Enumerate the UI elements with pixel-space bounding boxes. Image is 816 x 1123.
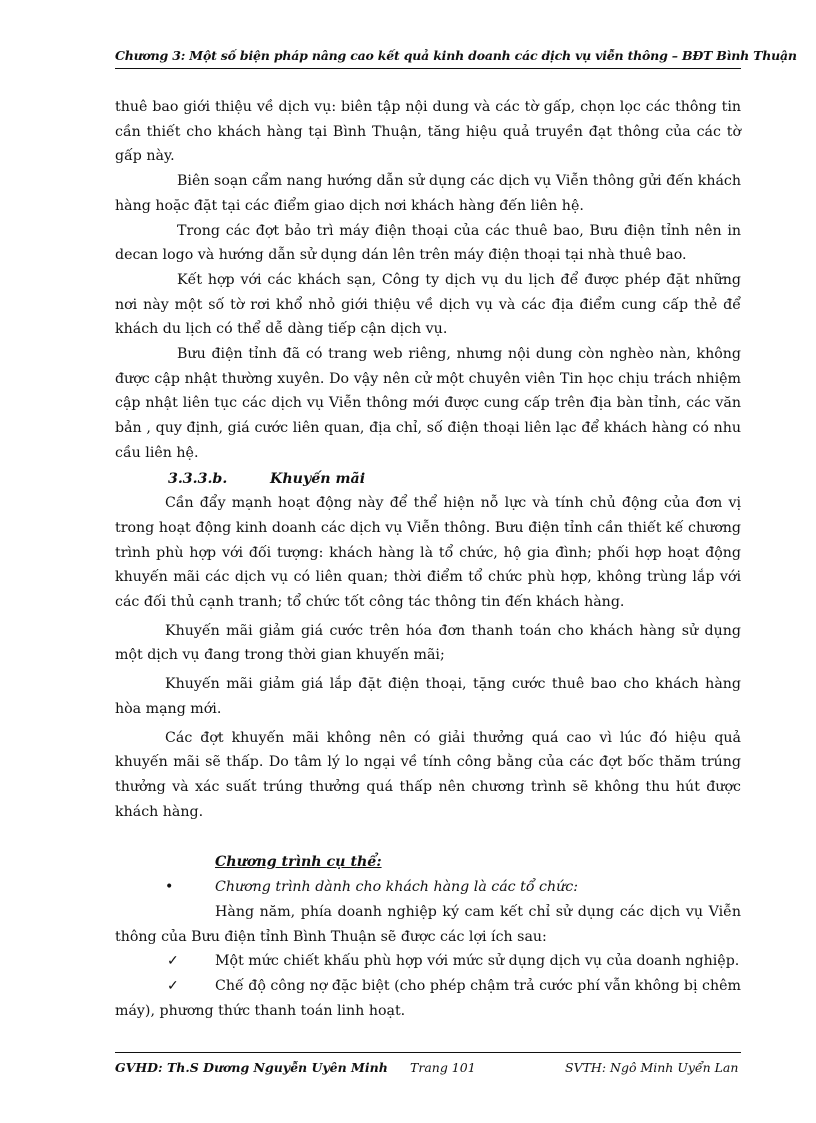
checkmark-icon: ✓ [167,977,179,994]
paragraph-2: Biên soạn cẩm nang hướng dẫn sử dụng các dịch vụ Viễn thông gửi đến khách hàng hoặc đặt tại các điểm giao dịch nơi khách hàng đến liên hệ. [115,173,741,214]
section-title: Khuyến mãi [270,470,366,487]
footer-divider [115,1052,741,1053]
header-divider [115,68,741,69]
paragraph-6: Cần đẩy mạnh hoạt động này để thể hiện nỗ lực và tính chủ động của đơn vị trong hoạt động kinh doanh các dịch vụ Viễn thông. Bưu điện tỉnh cần thiết kế chương trình phù hợp với đối tượng: khách hàng là tổ chức, hộ gia đình; phối hợp hoạt động khuyến mãi các dịch vụ có liên quan; thời điểm tổ chức phù hợp, không trùng lắp với các đối thủ cạnh tranh; tổ chức tốt công tác thông tin đến khách hàng. [115,495,741,611]
footer-page-number: Trang 101 [410,1060,476,1075]
section-heading [115,467,741,492]
footer-advisor: GVHD: Th.S Dương Nguyễn Uyên Minh [115,1060,388,1075]
bullet-item [115,875,741,900]
checkmark-icon: ✓ [167,953,179,970]
check-text-2: Chế độ công nợ đặc biệt (cho phép chậm trả cước phí vẫn không bị chêm máy), phương thức thanh toán linh hoạt. [115,977,741,1019]
paragraph-4: Kết hợp với các khách sạn, Công ty dịch vụ du lịch để được phép đặt những nơi này một số tờ rơi khổ nhỏ giới thiệu về dịch vụ và các địa điểm cung cấp thẻ để khách du lịch có thể dễ dàng tiếp cận dịch vụ. [115,271,741,338]
paragraph-9: Các đợt khuyến mãi không nên có giải thưởng quá cao vì lúc đó hiệu quả khuyến mãi sẽ thấp. Do tâm lý lo ngại về tính công bằng của các đợt bốc thăm trúng thưởng và xác suất trúng thưởng quá thấp nên chương trình sẽ không thu hút được khách hàng. [115,729,741,820]
check-item-2 [115,974,741,1023]
paragraph-8: Khuyến mãi giảm giá lắp đặt điện thoại, tặng cước thuê bao cho khách hàng hòa mạng mới. [115,676,741,717]
footer-student: SVTH: Ngô Minh Uyển Lan [565,1060,739,1075]
paragraph-1: thuê bao giới thiệu về dịch vụ: biên tập nội dung và các tờ gấp, chọn lọc các thông tin cần thiết cho khách hàng tại Bình Thuận, tăng hiệu quả truyền đạt thông của các tờ gấp này. [115,99,741,165]
page-header: Chương 3: Một số biện pháp nâng cao kết quả kinh doanh các dịch vụ viễn thông – BĐT Bình Thuận [115,48,797,63]
check-item-1 [115,949,741,974]
page-body [115,95,741,1023]
section-number: 3.3.3.b. [168,470,228,487]
paragraph-7: Khuyến mãi giảm giá cước trên hóa đơn thanh toán cho khách hàng sử dụng một dịch vụ đang trong thời gian khuyến mãi; [115,622,741,664]
paragraph-3: Trong các đợt bảo trì máy điện thoại của các thuê bao, Bưu điện tỉnh nên in decan logo và hướng dẫn sử dụng dán lên trên máy điện thoại tại nhà thuê bao. [115,222,741,264]
bullet-icon: • [165,879,174,896]
subheading: Chương trình cụ thể: [215,854,382,871]
paragraph-5: Bưu điện tỉnh đã có trang web riêng, nhưng nội dung còn nghèo nàn, không được cập nhật thường xuyên. Do vậy nên cử một chuyên viên Tin học chịu trách nhiệm cập nhật liên tục các dịch vụ Viễn thông mới được cung cấp trên địa bàn tỉnh, các văn bản , quy định, giá cước liên quan, địa chỉ, số điện thoại liên lạc để khách hàng có nhu cầu liên hệ. [115,346,741,461]
check-text-1: Một mức chiết khấu phù hợp với mức sử dụng dịch vụ của doanh nghiệp. [215,953,740,970]
bullet-text: Chương trình dành cho khách hàng là các tổ chức: [215,879,578,896]
paragraph-10: Hàng năm, phía doanh nghiệp ký cam kết chỉ sử dụng các dịch vụ Viễn thông của Bưu điện tỉnh Bình Thuận sẽ được các lợi ích sau: [115,903,741,945]
